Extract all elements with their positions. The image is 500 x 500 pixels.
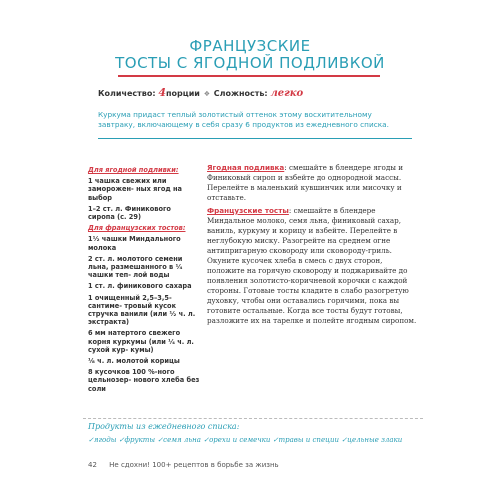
ingredient-item: 1¹⁄₂ чашки Миндального молока [88, 235, 181, 252]
difficulty-label: Сложность: [213, 89, 268, 98]
step-text: : смешайте в блендере Миндальное молоко, семя льна, финиковый сахар, ваниль, куркуму и корицу и взбейте. Перелейте в неглубокую миску. Разогрейте на среднем огне антипригарную сковороду или сковороду-гриль. Окуните кусочек хлеба в смесь с двух сторон, положите на горячую сковороду и поджаривайте до появления золотисто-коричневой корочки с каждой стороны. Готовые тосты кладите в слабо разогретую духовку, чтобы они оставались горячими, пока вы готовите остальные. Когда все тосты будут готовы, разложите их на тарелке и полейте ягодным сиропом. [207, 206, 417, 325]
products-title: Продукты из ежедневного списка: [88, 422, 240, 431]
sauce-heading: Для ягодной подливки: [88, 166, 179, 174]
check-icon: ✓ [157, 436, 164, 444]
ingredient-item: 2 ст. л. молотого семени льна, размешанного в ¹⁄₄ чашки теп- лой воды [88, 254, 183, 280]
ingredient-item: 1 ст. л. финикового сахара [88, 282, 192, 291]
difficulty-value: легко [270, 88, 304, 99]
step-paragraph [207, 206, 417, 326]
diamond-icon: ❖ [203, 90, 210, 98]
servings-value: 4 [158, 86, 167, 99]
instructions-column [207, 163, 417, 329]
servings-label: Количество: [98, 89, 156, 98]
ingredient-item: 6 мм натертого свежего корня куркумы (или ¹⁄₄ ч. л. сухой кур- кумы) [88, 329, 194, 354]
check-icon: ✓ [203, 436, 210, 444]
title-line-2: ТОСТЫ С ЯГОДНОЙ ПОДЛИВКОЙ [115, 54, 385, 72]
ingredients-column [88, 166, 200, 396]
check-icon: ✓ [88, 436, 94, 444]
ingredient-item: 1–2 ст. л. Финикового сиропа (с. 29) [88, 204, 171, 222]
toast-heading: Для французских тостов: [88, 224, 186, 233]
ingredient-item: 8 кусочков 100 %-ного цельнозер- нового хлеба без соли [88, 368, 200, 393]
step-label: Французские тосты [207, 206, 289, 215]
servings-unit: порции [166, 89, 200, 98]
book-title: Не сдохни! 100+ рецептов в борьбе за жизнь [109, 461, 279, 469]
ingredient-item: 1 чашка свежих или заморожен- ных ягод на выбор [88, 177, 182, 202]
ingredient-item: ¹⁄₈ ч. л. молотой корицы [88, 357, 180, 366]
product-item: ягоды [93, 436, 117, 444]
products-list [88, 436, 402, 444]
product-item: семя льна [163, 436, 201, 444]
intro-text: Куркума придаст теплый золотистый оттенок этому восхитительному завтраку, включающему в себя сразу 6 продуктов из ежедневного списка. [98, 110, 389, 129]
product-item: орехи и семечки [209, 436, 271, 444]
product-item: фрукты [124, 436, 156, 444]
recipe-title [0, 38, 500, 72]
page-footer [88, 461, 279, 469]
recipe-meta [98, 86, 303, 99]
check-icon: ✓ [341, 436, 348, 444]
title-divider [118, 75, 380, 77]
products-divider [83, 418, 423, 420]
product-item: травы и специи [278, 436, 339, 444]
check-icon: ✓ [118, 436, 125, 444]
product-item: цельные злаки [347, 436, 403, 444]
step-paragraph [207, 163, 417, 203]
check-icon: ✓ [272, 436, 279, 444]
page-number: 42 [88, 461, 97, 469]
step-label: Ягодная подливка [207, 163, 285, 172]
title-line-1: ФРАНЦУЗСКИЕ [189, 37, 311, 55]
intro-divider [98, 138, 412, 139]
step-text: : смешайте в блендере ягоды и Финиковый сироп и взбейте до однородной массы. Перелейте в маленький кувшинчик или мисочку и отставьте. [207, 163, 404, 202]
ingredient-item: 1 очищенный 2,5–3,5-сантиме- тровый кусок стручка ванили (или ¹⁄₂ ч. л. экстракта) [88, 293, 196, 327]
